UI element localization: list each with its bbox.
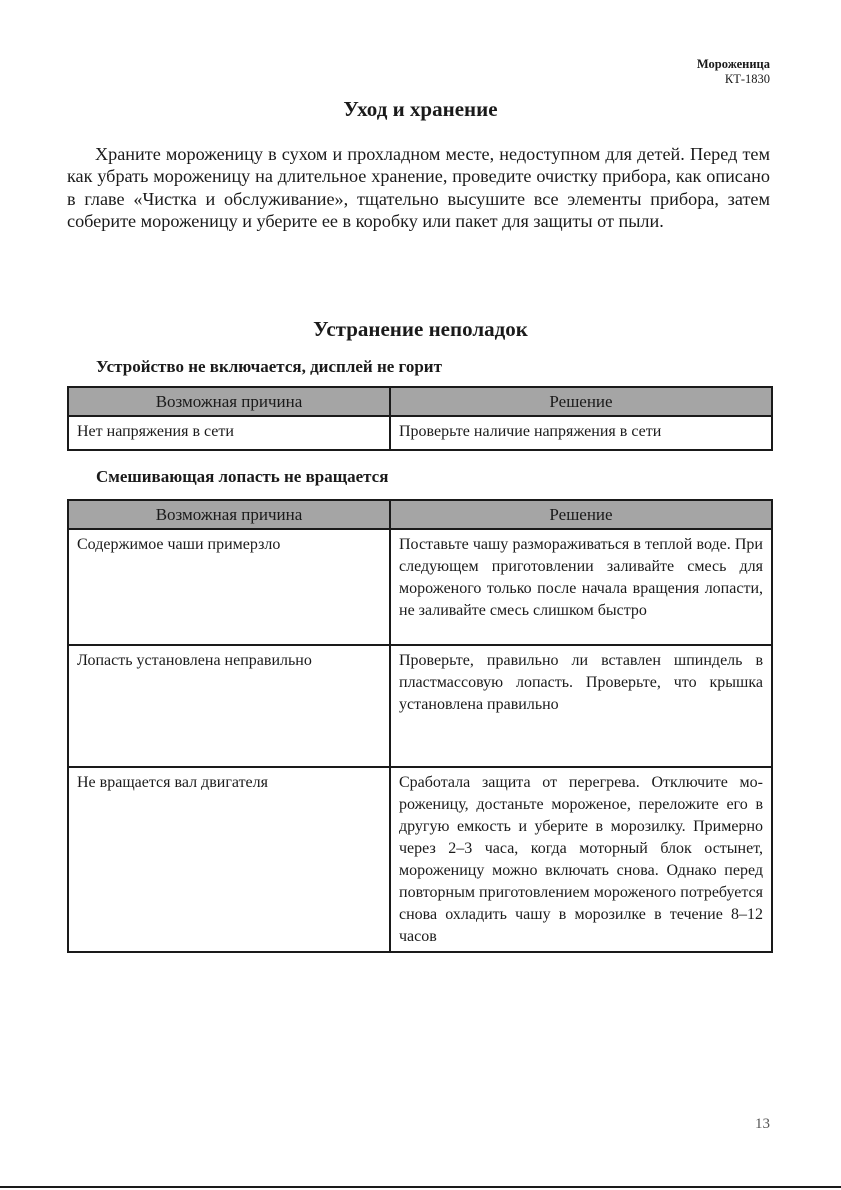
solution-cell: Поставьте чашу размораживаться в теплой воде. При следующем приготовлении заливайте смесь для мороженого только после начала вращения лопасти, не заливайте смесь слишком быстро xyxy=(390,529,772,645)
column-header-solution: Решение xyxy=(390,500,772,529)
solution-cell: Сработала защита от перегрева. Отключите мороженицу, достаньте мороженое, переложите его в другую емкость и уберите в морозилку. Примерно через 2–3 часа, когда моторный блок остынет, мороженицу можно включать снова. Однако перед повторным приготовлением мороженого потребуется снова охладить чашу в морозилке в течение 8–12 часов xyxy=(390,767,772,952)
table-row xyxy=(68,767,772,952)
model-number: КТ-1830 xyxy=(724,72,770,86)
column-header-cause: Возможная причина xyxy=(68,387,390,416)
product-name: Мороженица xyxy=(696,57,770,71)
troubleshooting-table xyxy=(67,386,773,451)
table-header-row xyxy=(68,500,772,529)
column-header-cause: Возможная причина xyxy=(68,500,390,529)
problem-title: Устройство не включается, дисплей не горит xyxy=(96,357,442,376)
cause-cell: Нет напряжения в сети xyxy=(68,416,390,450)
troubleshooting-table xyxy=(67,499,773,953)
page-number: 13 xyxy=(755,1116,770,1132)
page-header xyxy=(697,57,770,87)
page-bottom-rule xyxy=(0,1186,841,1188)
solution-cell: Проверьте, правильно ли вставлен шпиндель в пластмассовую лопасть. Проверьте, что крышка установлена правильно xyxy=(390,645,772,767)
table-row xyxy=(68,645,772,767)
cause-cell: Содержимое чаши примерзло xyxy=(68,529,390,645)
column-header-solution: Решение xyxy=(390,387,772,416)
table-row xyxy=(68,416,772,450)
cause-cell: Лопасть установлена неправильно xyxy=(68,645,390,767)
table-row xyxy=(68,529,772,645)
care-storage-text: Храните мороженицу в сухом и прохладном месте, недоступном для детей. Перед тем как убрать мороженицу на длительное хранение, проведите очистку прибора, как описано в главе «Чистка и обслуживание», тщательно высушите все элементы прибора, затем соберите мороженицу и уберите ее в коробку или пакет для защиты от пыли. xyxy=(67,144,770,231)
cause-cell: Не вращается вал двигателя xyxy=(68,767,390,952)
table-header-row xyxy=(68,387,772,416)
problem-title: Смешивающая лопасть не вращается xyxy=(96,467,389,486)
solution-cell: Проверьте наличие напряжения в сети xyxy=(390,416,772,450)
care-storage-title: Уход и хранение xyxy=(343,97,498,121)
troubleshooting-title: Устранение неполадок xyxy=(313,317,528,341)
